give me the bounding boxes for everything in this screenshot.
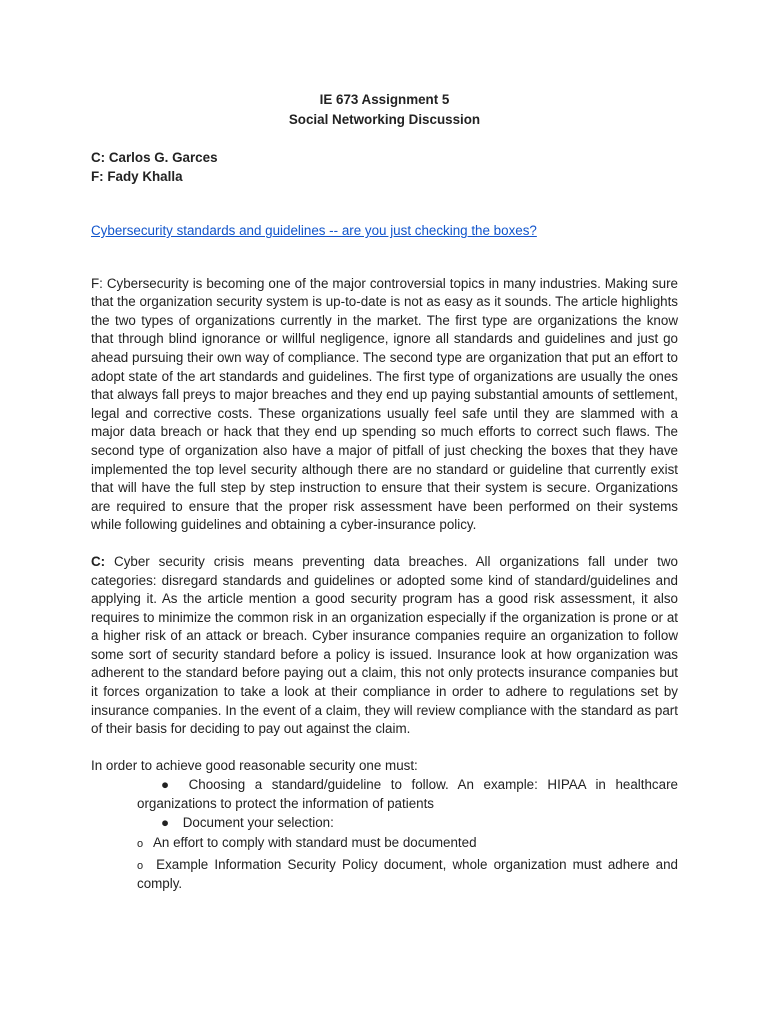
title-block — [91, 90, 678, 130]
article-link[interactable]: Cybersecurity standards and guidelines -- are you just checking the boxes? — [91, 223, 537, 238]
document-subtitle: Social Networking Discussion — [288, 112, 481, 127]
paragraph-c — [91, 553, 678, 739]
bullet-icon: ● — [161, 814, 170, 830]
sub-list-item — [137, 834, 678, 854]
paragraph-c-text: Cyber security crisis means preventing data breaches. All organizations fall under two categories: disregard standards and guidelines or adopted some kind of standard/guidelines and applying it. As the article mention a good security program has a good risk assessment, it also requires to minimize the common risk in an organization especially if the organization is prone or at a higher risk of an attack or breach. Cyber insurance companies require an organization to follow some sort of security standard before a policy is issued. Insurance look at how organization was adherent to the standard before paying out a claim, this not only protects insurance companies but it forces organization to take a look at their compliance in order to adhere to regulations set by insurance companies. In the event of a claim, they will review compliance with the standard as part of their basis for deciding to pay out against the claim. — [91, 553, 678, 737]
bullet-icon: ● — [161, 777, 170, 793]
list-item-text: Document your selection: — [182, 814, 334, 830]
list-item-text: Choosing a standard/guideline to follow. An example: HIPAA in healthcare organizations to protect the information of patients — [137, 777, 678, 812]
circle-bullet-icon: o — [137, 838, 144, 851]
list-intro: In order to achieve good reasonable security one must: — [91, 757, 418, 773]
sub-list-item-text: Example Information Security Policy document, whole organization must adhere and comply. — [137, 856, 678, 892]
paragraph-c-label: C: — [91, 553, 106, 569]
document-title: IE 673 Assignment 5 — [319, 92, 450, 107]
circle-bullet-icon: o — [137, 859, 144, 872]
list-item — [137, 814, 678, 833]
sub-list-item — [137, 856, 678, 894]
authors-block — [91, 148, 678, 186]
document-page — [91, 90, 678, 894]
author-c: C: Carlos G. Garces — [91, 150, 218, 165]
paragraph-f: F: Cybersecurity is becoming one of the major controversial topics in many industries. Making sure that the organization security system is up-to-date is not as easy as it sounds. The article highlights the two types of organizations currently in the market. The first type are organizations the know that through blind ignorance or willful negligence, ignore all standards and guidelines and just go ahead pursuing their own way of compliance. The second type are organization that put an effort to adopt state of the art standards and guidelines. The first type of organizations are usually the ones that always fall preys to major breaches and they end up paying substantial amounts of settlement, legal and corrective costs. These organizations usually feel safe until they are slammed with a major data breach or hack that they end up spending so much efforts to correct such flaws. The second type of organization also have a major of pitfall of just checking the boxes that they have implemented the top level security although there are no standard or guideline that currently exist that will have the full step by step instruction to ensure that their system is secure. Organizations are required to ensure that the proper risk assessment have been performed on their systems while following guidelines and obtaining a cyber-insurance policy. — [91, 275, 678, 533]
list-item — [137, 776, 678, 813]
sub-list-item-text: An effort to comply with standard must be documented — [152, 835, 477, 851]
author-f: F: Fady Khalla — [91, 169, 183, 184]
